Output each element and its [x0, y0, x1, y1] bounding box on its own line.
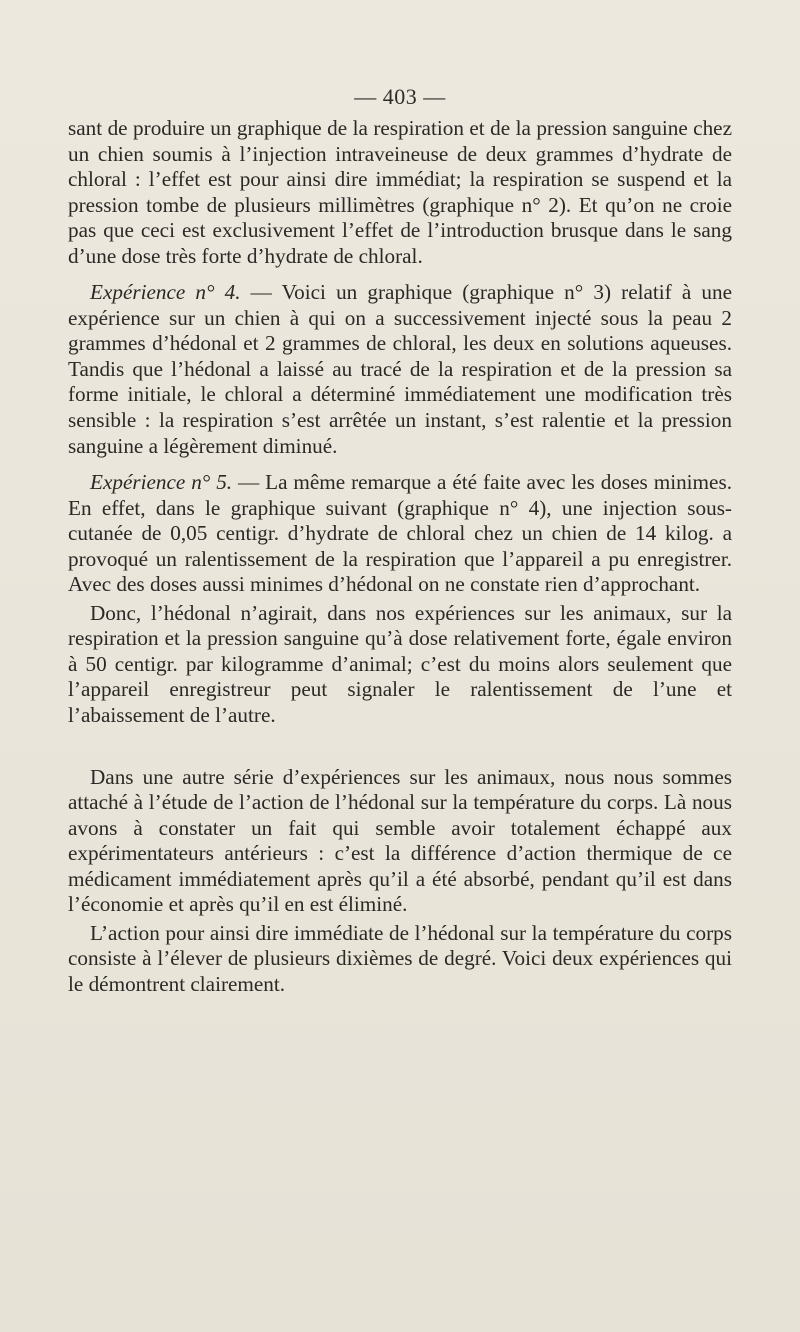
body-text	[68, 116, 732, 1009]
paragraph-text: — La même remarque a été faite avec les doses minimes. En effet, dans le graphique suivant (graphique n° 4), une injection sous-cutanée de 0,05 centigr. d’hydrate de chloral chez un chien de 14 kilog. a provoqué un ralentissement de la respiration que l’appareil a pu enregistrer. Avec des doses aussi minimes d’hédonal on ne constate rien d’approchant.	[68, 470, 732, 597]
paragraph-text: Dans une autre série d’expériences sur les animaux, nous nous sommes attaché à l’étude de l’action de l’hédonal sur la température du corps. Là nous avons à constater un fait qui semble avoir totalement échappé aux expérimentateurs antérieurs : c’est la différence d’action thermique de ce médicament immédiatement après qu’il a été absorbé, pendant qu’il est dans l’économie et après qu’il en est éliminé.	[68, 764, 732, 917]
experience-heading: Expérience n° 5.	[90, 470, 233, 495]
paragraph-text: Donc, l’hédonal n’agirait, dans nos expériences sur les animaux, sur la respiration et la pression sanguine qu’à dose relativement forte, égale environ à 50 centigr. par kilogramme d’animal; c’est du moins alors seulement que l’appareil enregistreur peut signaler le ralentissement de l’une et l’abaissement de l’autre.	[68, 600, 732, 728]
paragraph-text: sant de produire un graphique de la respiration et de la pression sanguine chez un chien soumis à l’injection intraveineuse de deux grammes d’hydrate de chloral : l’effet est pour ainsi dire immédiat; la respiration se suspend et la pression tombe de plusieurs millimètres (graphique n° 2). Et qu’on ne croie pas que ceci est exclusivement l’effet de l’introduction brusque dans le sang d’une dose très forte d’hydrate de chloral.	[68, 116, 732, 268]
paragraph-experience-5	[68, 470, 732, 598]
paragraph-temperature-intro	[68, 765, 732, 918]
experience-heading: Expérience n° 4.	[90, 280, 241, 305]
paragraph-temperature-action	[68, 921, 732, 998]
paragraph-conclusion	[68, 601, 732, 729]
paragraph-continuation	[68, 116, 732, 269]
paragraph-text: L’action pour ainsi dire immédiate de l’hédonal sur la température du corps consiste à l’élever de plusieurs dixièmes de degré. Voici deux expériences qui le démontrent clairement.	[68, 920, 732, 996]
page-number: — 403 —	[354, 84, 446, 109]
paragraph-experience-4	[68, 280, 732, 459]
paragraph-text: — Voici un graphique (graphique n° 3) relatif à une expérience sur un chien à qui on a successivement injecté sous la peau 2 grammes d’hédonal et 2 grammes de chloral, les deux en solutions aqueuses. Tandis que l’hédonal a laissé au tracé de la respiration et de la pression sa forme initiale, le chloral a déterminé immédiatement une modification très sensible : la respiration s’est arrêtée un instant, s’est ralentie et la pression sanguine a légèrement diminué.	[68, 280, 732, 458]
